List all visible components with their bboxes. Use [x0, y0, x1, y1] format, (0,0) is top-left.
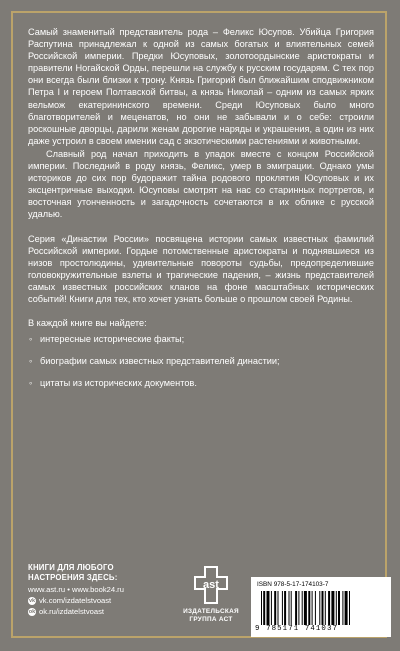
bullet-icon: ◦ [29, 334, 33, 345]
list-title: В каждой книге вы найдете: [28, 318, 147, 329]
list-item: ◦ интересные исторические факты; [29, 334, 185, 345]
paragraph-intro: Самый знаменитый представитель рода – Феликс Юсупов. Убийца Григория Распутина принадлежал к одной из самых богатых и влиятельных семей Российской империи. Предки Юсуповых, золотоордынские аристократы и правители Ногайской Орды, перешли на службу к русским государям. С тех пор они всегда были близки к трону. Князь Григорий был ближайшим сподвижником Петра I и героем Полтавской битвы, а князь Николай – одним из самых ярких вельмож екатерининского времени. Среди Юсуповых было много благотворителей и меценатов, но они не забывали и о себе: строили роскошные дворцы, дарили женам дорогие наряды и украшения, а один из них даже устроил в своем имении сад с экзотическими растениями и животными. [28, 27, 374, 146]
logo-text: ast [203, 579, 219, 591]
paragraph-series: Серия «Династии России» посвящена истории самых известных фамилий Российской империи. Гордые потомственные аристократы и поднявшиеся из низов простолюдины, удивительные повороты судьбы, предопределившие головокружительные взлеты и трагические падения, – жизнь представителей самых известных российских кланов на фоне масштабных исторических событий! Книги для тех, кто хочет узнать больше о прошлом своей Родины. [28, 233, 374, 304]
ast-logo-icon [191, 563, 231, 607]
bullet-icon: ◦ [29, 377, 33, 388]
feature-list [28, 333, 374, 389]
barcode-bars [261, 591, 381, 625]
barcode-number: 9 785171 741037 [255, 625, 339, 633]
footer [28, 563, 374, 635]
barcode [251, 577, 391, 637]
ok-icon: ok [28, 609, 36, 615]
paragraph-decline: Славный род начал приходить в упадок вместе с концом Российской империи. Последний в роду князь, Феликс, умер в эмиграции. Однако умы историков до сих пор будоражит тайна родового проклятия Юсуповых и их эксцентричные выходки. Юсуповы смотрят на нас со старинных портретов, и восточная утонченность и загадочность сочетаются в их облике с русской удалью. [28, 148, 374, 220]
publisher-logo [171, 563, 251, 633]
vk-icon: vk [28, 598, 36, 604]
website-links[interactable]: www.ast.ru • www.book24.ru [28, 585, 124, 594]
bullet-icon: ◦ [29, 355, 33, 366]
tagline: КНИГИ ДЛЯ ЛЮБОГО НАСТРОЕНИЯ ЗДЕСЬ: [28, 563, 118, 582]
back-cover-text [28, 26, 374, 389]
publisher-name: ИЗДАТЕЛЬСКАЯ ГРУППА АСТ [183, 608, 239, 623]
footer-links [28, 563, 158, 617]
vk-link[interactable]: vk vk.com/izdatelstvoast [28, 596, 112, 605]
list-item: ◦ цитаты из исторических документов. [29, 377, 197, 388]
isbn-label: ISBN 978-5-17-174103-7 [257, 581, 329, 588]
ok-link[interactable]: ok ok.ru/izdatelstvoast [28, 607, 104, 616]
list-item: ◦ биографии самых известных представителей династии; [29, 355, 280, 366]
